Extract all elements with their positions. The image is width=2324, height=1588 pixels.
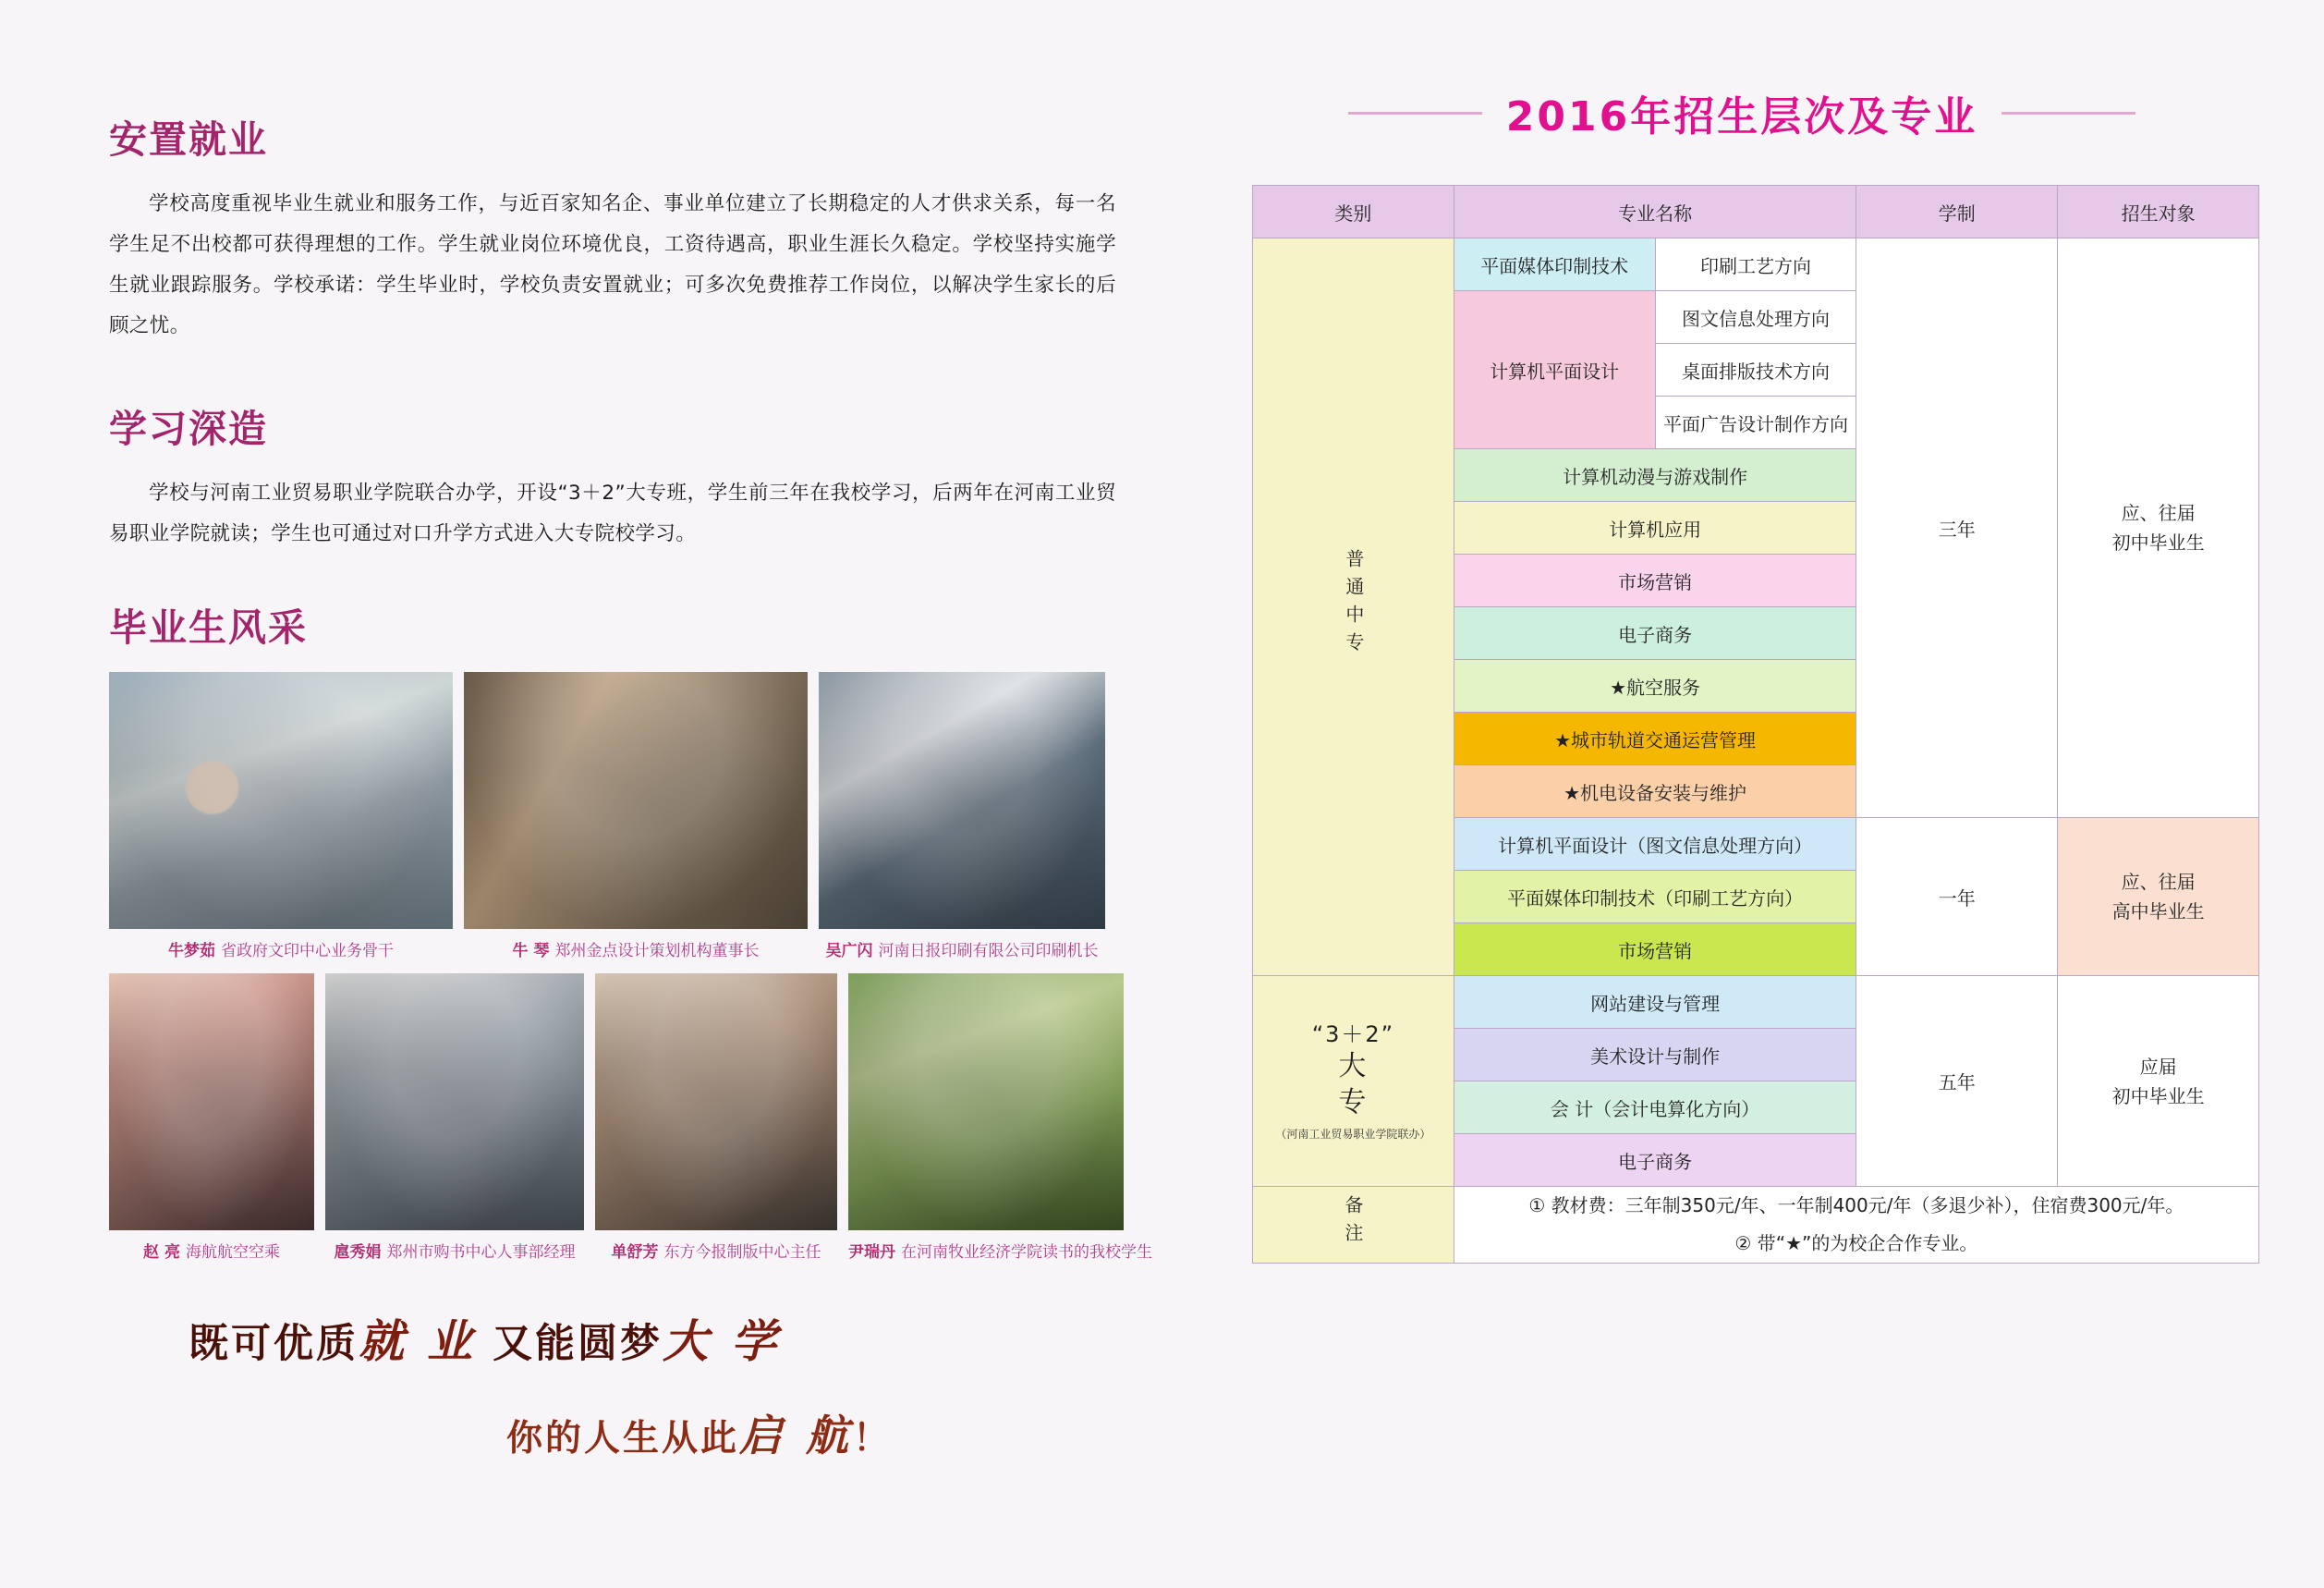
section-alumni xyxy=(109,597,1152,1275)
alumni-caption xyxy=(109,1239,314,1262)
major-direction-cell: 桌面排版技术方向 xyxy=(1655,344,1856,397)
alumni-desc: 在河南牧业经济学院读书的我校学生 xyxy=(901,1243,1152,1263)
major-name-cell: 平面媒体印制技术 xyxy=(1454,238,1655,291)
major-name-cell: 电子商务 xyxy=(1454,1134,1856,1187)
alumni-name: 单舒芳 xyxy=(611,1243,659,1263)
col-header-years: 学制 xyxy=(1856,186,2058,238)
major-name-cell: 计算机平面设计（图文信息处理方向） xyxy=(1454,818,1856,871)
majors-table xyxy=(1252,185,2259,1264)
major-name-cell: 美术设计与制作 xyxy=(1454,1029,1856,1081)
alumni-gallery xyxy=(109,672,1152,1275)
header-rule-right xyxy=(2002,112,2135,115)
alumni-photo xyxy=(819,672,1105,929)
table-row xyxy=(1253,238,2259,291)
category-cell-dazhuan xyxy=(1253,976,1454,1187)
category-label-college: 大 专 xyxy=(1338,1050,1369,1118)
gallery-item xyxy=(109,973,314,1275)
alumni-caption xyxy=(325,1239,584,1262)
years-cell-three: 三年 xyxy=(1856,238,2058,818)
major-name-cell: 会 计（会计电算化方向） xyxy=(1454,1081,1856,1134)
major-name-cell: 计算机动漫与游戏制作 xyxy=(1454,449,1856,502)
alumni-caption xyxy=(595,1239,837,1262)
object-cell-junior: 应、往届 初中毕业生 xyxy=(2058,238,2259,818)
alumni-caption xyxy=(819,937,1105,960)
major-name-cell: 计算机应用 xyxy=(1454,502,1856,555)
alumni-desc: 海航航空空乘 xyxy=(185,1243,280,1263)
table-header-row xyxy=(1253,186,2259,238)
note-line-2: ② 带“★”的为校企合作专业。 xyxy=(1734,1232,1978,1254)
table-row xyxy=(1253,976,2259,1029)
gallery-item xyxy=(595,973,837,1275)
alumni-desc: 河南日报印刷有限公司印刷机长 xyxy=(878,942,1099,961)
major-name-cell: ★机电设备安装与维护 xyxy=(1454,765,1856,818)
section-placement xyxy=(109,109,1116,347)
col-header-category: 类别 xyxy=(1253,186,1454,238)
slogan-part-4: 大 学 xyxy=(663,1314,781,1369)
major-name-cell: 电子商务 xyxy=(1454,607,1856,660)
enrollment-title: 2016年招生层次及专业 xyxy=(1505,93,1978,140)
slogan2-part-2: 启 航 xyxy=(739,1411,854,1461)
alumni-photo xyxy=(848,973,1124,1230)
category-cell-zhongzhuan: 普通中专 xyxy=(1253,238,1454,976)
alumni-photo xyxy=(595,973,837,1230)
alumni-desc: 郑州金点设计策划机构董事长 xyxy=(554,942,760,961)
years-cell-one: 一年 xyxy=(1856,818,2058,976)
section-body-placement: 学校高度重视毕业生就业和服务工作，与近百家知名企、事业单位建立了长期稳定的人才供求关系，每一名学生足不出校都可获得理想的工作。学生就业岗位环境优良，工资待遇高，职业生涯长久稳定。学校坚持实施学生就业跟踪服务。学校承诺：学生毕业时，学校负责安置就业；可多次免费推荐工作岗位，以解决学生家长的后顾之忧。 xyxy=(109,192,1116,338)
major-name-cell: 市场营销 xyxy=(1454,555,1856,607)
alumni-photo xyxy=(464,672,808,929)
alumni-desc: 东方今报制版中心主任 xyxy=(663,1243,821,1263)
notes-body xyxy=(1454,1187,2258,1264)
slogan-part-1: 既可优质 xyxy=(189,1321,359,1368)
gallery-row-1 xyxy=(109,672,1116,973)
alumni-caption xyxy=(848,1239,1152,1262)
gallery-item xyxy=(819,672,1105,973)
category-label-3plus2: “3＋2” xyxy=(1311,1021,1395,1047)
alumni-name: 赵 亮 xyxy=(143,1243,180,1263)
alumni-name: 牛 琴 xyxy=(512,942,550,961)
header-rule-left xyxy=(1348,112,1482,115)
alumni-photo xyxy=(109,973,314,1230)
notes-label: 备注 xyxy=(1253,1187,1454,1264)
enrollment-header xyxy=(1252,83,2232,142)
alumni-caption xyxy=(109,937,453,960)
years-cell-five: 五年 xyxy=(1856,976,2058,1187)
major-direction-cell: 平面广告设计制作方向 xyxy=(1655,397,1856,449)
alumni-name: 吴广闪 xyxy=(825,942,873,961)
slogan2-part-3: ！ xyxy=(853,1417,893,1460)
slogan-part-3: 又能圆梦 xyxy=(493,1321,663,1368)
section-title-placement: 安置就业 xyxy=(109,117,268,162)
section-body-further-study: 学校与河南工业贸易职业学院联合办学，开设“3＋2”大专班，学生前三年在我校学习，后两年在河南工业贸易职业学院就读；学生也可通过对口升学方式进入大专院校学习。 xyxy=(109,482,1116,546)
section-further-study xyxy=(109,398,1116,555)
alumni-desc: 郑州市购书中心人事部经理 xyxy=(386,1243,576,1263)
gallery-item xyxy=(325,973,584,1275)
slogan-part-2: 就 业 xyxy=(359,1314,477,1369)
major-name-cell: ★航空服务 xyxy=(1454,660,1856,713)
slogan-secondary xyxy=(506,1402,1116,1463)
alumni-desc: 省政府文印中心业务骨干 xyxy=(221,942,394,961)
major-name-cell: 平面媒体印制技术（印刷工艺方向） xyxy=(1454,871,1856,923)
note-line-1: ① 教材费：三年制350元/年、一年制400元/年（多退少补），住宿费300元/年。 xyxy=(1528,1194,2184,1216)
gallery-item xyxy=(848,973,1152,1275)
gallery-row-2 xyxy=(109,973,1152,1275)
slogan2-part-1: 你的人生从此 xyxy=(506,1417,740,1460)
col-header-major: 专业名称 xyxy=(1454,186,1856,238)
section-title-further-study: 学习深造 xyxy=(109,407,268,452)
alumni-caption xyxy=(464,937,808,960)
object-cell-fresh-junior: 应届 初中毕业生 xyxy=(2058,976,2259,1187)
major-name-cell: ★城市轨道交通运营管理 xyxy=(1454,713,1856,765)
table-row-notes xyxy=(1253,1187,2259,1264)
category-note: （河南工业贸易职业学院联办） xyxy=(1275,1128,1431,1141)
alumni-name: 牛梦茹 xyxy=(168,942,215,961)
major-name-cell: 计算机平面设计 xyxy=(1454,291,1655,449)
left-column xyxy=(109,109,1152,1463)
alumni-photo xyxy=(109,672,453,929)
object-cell-senior: 应、往届 高中毕业生 xyxy=(2058,818,2259,976)
right-column xyxy=(1252,83,2232,1264)
gallery-item xyxy=(109,672,453,973)
major-direction-cell: 印刷工艺方向 xyxy=(1655,238,1856,291)
major-name-cell: 市场营销 xyxy=(1454,923,1856,976)
gallery-item xyxy=(464,672,808,973)
section-title-alumni: 毕业生风采 xyxy=(109,605,308,651)
col-header-object: 招生对象 xyxy=(2058,186,2259,238)
slogan-primary xyxy=(189,1306,1116,1371)
alumni-photo xyxy=(325,973,584,1230)
alumni-name: 尹瑞丹 xyxy=(848,1243,895,1263)
alumni-name: 扈秀娟 xyxy=(334,1243,382,1263)
major-direction-cell: 图文信息处理方向 xyxy=(1655,291,1856,344)
major-name-cell: 网站建设与管理 xyxy=(1454,976,1856,1029)
